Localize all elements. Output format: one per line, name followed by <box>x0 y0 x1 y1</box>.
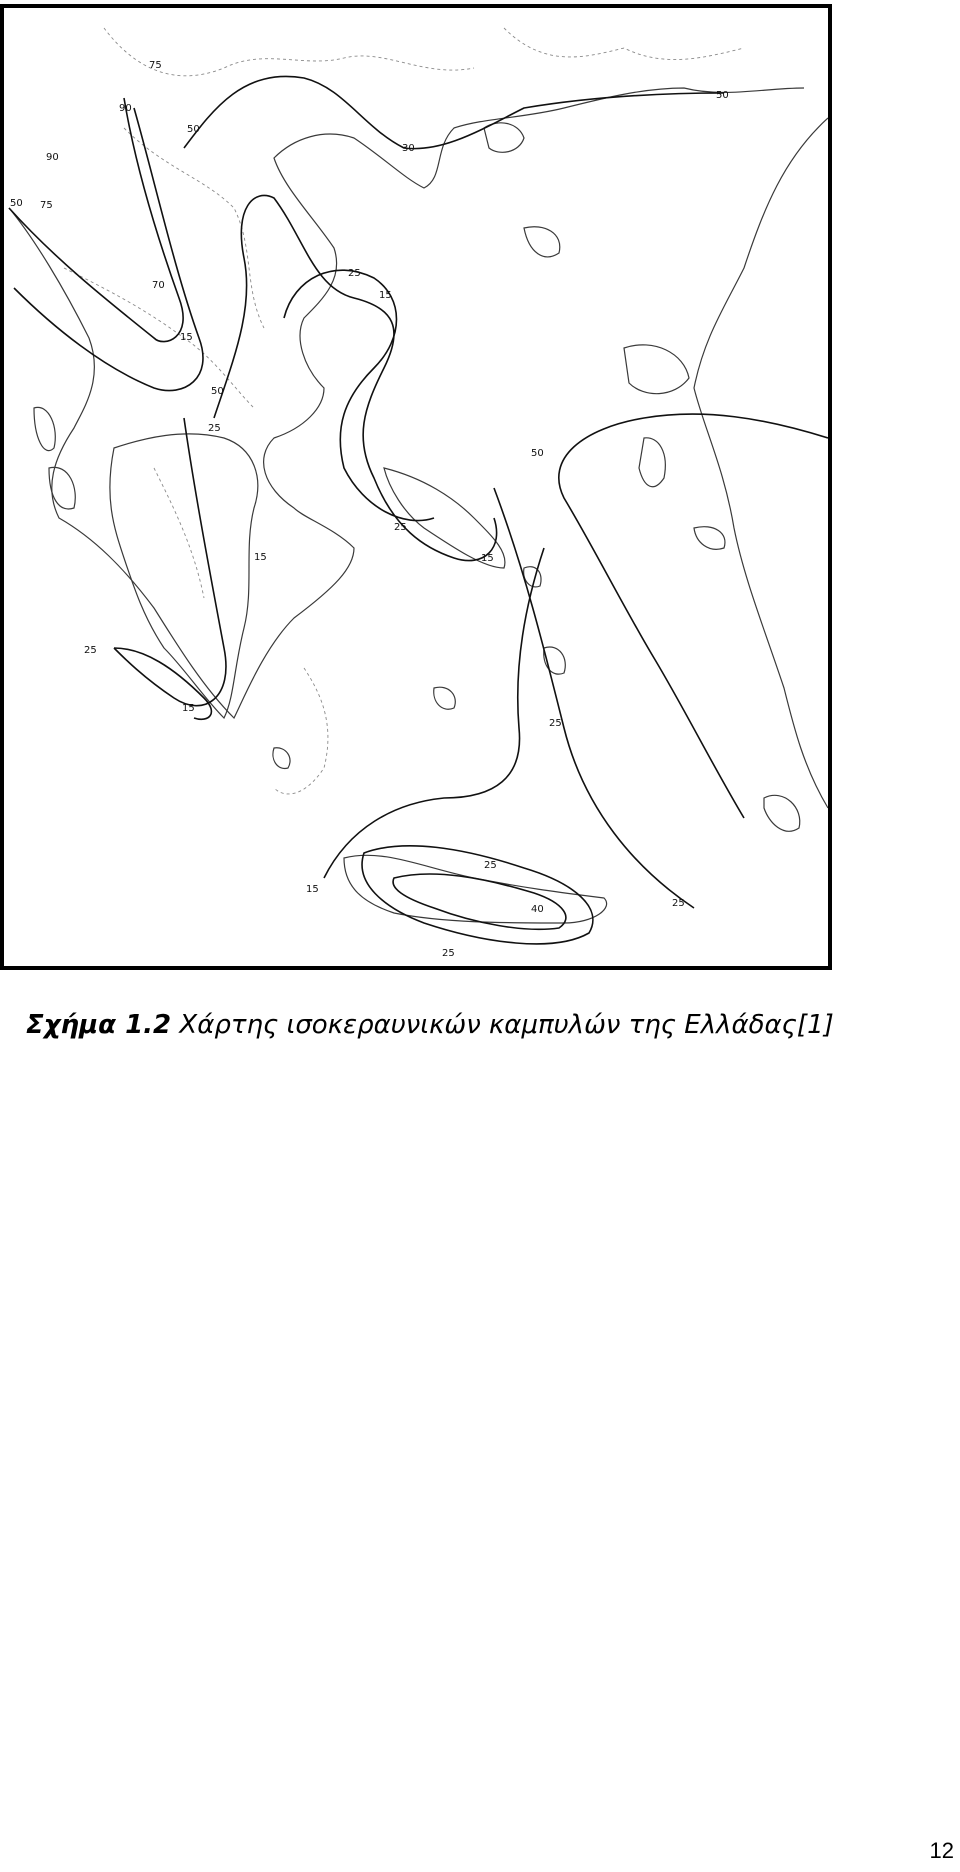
greece-map-svg <box>4 8 828 966</box>
contour-label: 50 <box>211 386 224 397</box>
curve-north-15 <box>9 98 183 342</box>
isokeraunic-map <box>0 4 832 970</box>
contour-label: 25 <box>394 522 407 533</box>
contour-label: 15 <box>481 553 494 564</box>
contour-label: 15 <box>306 884 319 895</box>
contour-label: 15 <box>182 703 195 714</box>
curve-crete-25 <box>362 846 593 944</box>
figure-number: Σχήμα 1.2 <box>26 1010 172 1040</box>
page-number: 12 <box>929 1838 954 1863</box>
contour-label: 40 <box>531 904 544 915</box>
milos-coast <box>434 687 456 709</box>
coastlines <box>9 88 828 923</box>
limnos-coast <box>524 227 560 257</box>
asia-minor-coast <box>694 118 828 808</box>
curve-north-50 <box>14 108 203 391</box>
samos-coast <box>694 527 725 550</box>
contour-label: 50 <box>187 124 200 135</box>
contour-label: 30 <box>402 143 415 154</box>
contour-label: 70 <box>152 280 165 291</box>
kythira-coast <box>273 748 290 769</box>
isokeraunic-curves <box>9 76 828 943</box>
contour-label: 90 <box>119 103 132 114</box>
chios-coast <box>639 438 665 487</box>
contour-label: 25 <box>84 645 97 656</box>
figure-title: Χάρτης ισοκεραυνικών καμπυλών της Ελλάδας[1] <box>179 1010 834 1040</box>
curve-aegean-50 <box>559 414 828 818</box>
corfu-coast <box>34 407 55 450</box>
curve-central-15 <box>284 270 434 520</box>
thasos-coast <box>484 123 524 153</box>
crete-coast <box>344 855 607 923</box>
curve-west-25 <box>114 418 226 706</box>
border-6 <box>504 28 744 60</box>
contour-label: 75 <box>40 200 53 211</box>
contour-label: 25 <box>549 718 562 729</box>
contour-label: 50 <box>531 448 544 459</box>
contour-label: 50 <box>10 198 23 209</box>
contour-label: 15 <box>180 332 193 343</box>
contour-label: 90 <box>46 152 59 163</box>
contour-label: 15 <box>379 290 392 301</box>
contour-label: 25 <box>484 860 497 871</box>
contour-label: 50 <box>716 90 729 101</box>
contour-label: 25 <box>442 948 455 959</box>
curve-sw-25 <box>114 648 211 719</box>
lesvos-coast <box>624 345 689 394</box>
rhodes-coast <box>764 795 800 831</box>
contour-label: 15 <box>254 552 267 563</box>
curve-top-30 <box>184 76 724 148</box>
curve-south-15 <box>324 548 544 878</box>
peloponnese-coast <box>110 434 258 718</box>
figure-caption <box>26 1010 834 1040</box>
contour-label: 25 <box>208 423 221 434</box>
mainland-coast <box>9 88 804 718</box>
contour-label: 25 <box>672 898 685 909</box>
border-5 <box>274 668 328 794</box>
curve-central-25 <box>214 196 497 561</box>
contour-label: 25 <box>348 268 361 279</box>
contour-label: 75 <box>149 60 162 71</box>
border-4 <box>154 468 204 598</box>
border-2 <box>124 128 264 328</box>
